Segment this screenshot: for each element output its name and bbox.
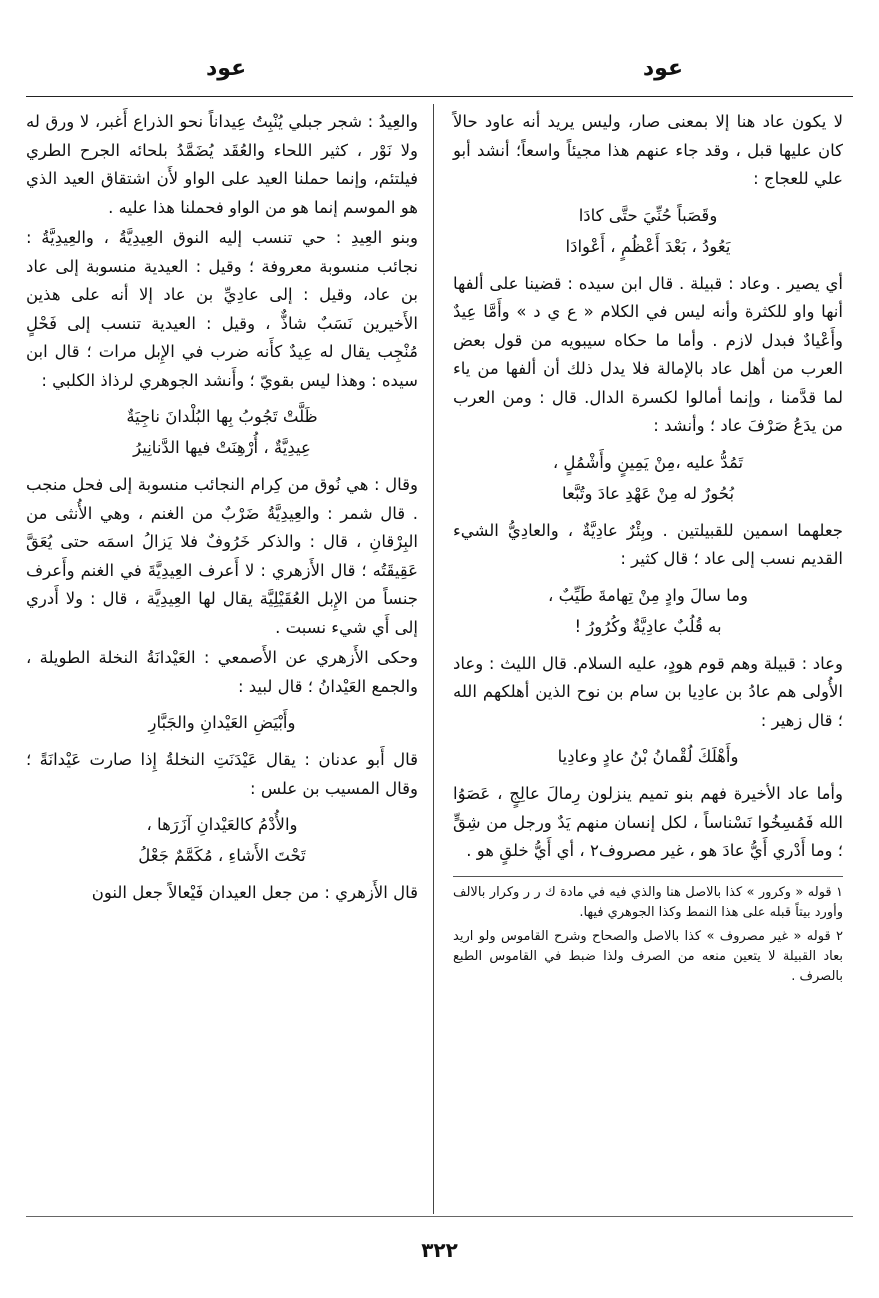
verse xyxy=(26,401,418,463)
verse xyxy=(453,447,843,509)
entry-paragraph: وحكى الأَزهري عن الأَصمعي : العَيْدانَةُ النخلة الطويلة ، والجمع العَيْدانُ ؛ قال لبيد : xyxy=(26,648,418,696)
verse-line: يَعُودُ ، بَعْدَ أَعْظُمٍ ، أَعْوادَا xyxy=(565,236,731,256)
entry-paragraph: قال الأَزهري : من جعل العيدان فَيْعالاً جعل النون xyxy=(91,883,418,902)
right-column xyxy=(453,108,843,991)
verse-line: ظَلَّتْ تَجُوبُ بِها البُلْدانَ ناجِيَةٌ xyxy=(126,407,318,426)
entry-paragraph: وعاد : قبيلة وهم قوم هودٍ، عليه السلام. قال الليث : وعاد الأُولى هم عادُ بن عادِيا بن سام بن نوح الذين أهلكهم الله ؛ قال زهير : xyxy=(453,653,843,730)
verse-line: وأَبْيَضِ العَيْدانِ والجَبَّارِ xyxy=(148,713,296,732)
verse-line: وأَهْلَكَ لُقْمانُ بْنُ عادٍ وعادِيا xyxy=(557,747,739,766)
footnotes xyxy=(453,876,843,987)
running-head-left: عود xyxy=(206,56,247,81)
verse-line: بُحُورٌ له مِنْ عَهْدِ عادَ وتُبَّعا xyxy=(561,483,735,503)
entry-paragraph: لا يكون عاد هنا إلا بمعنى صار، وليس يريد أنه عاود حالاً كان عليها قبل ، وقد جاء عنهم هذا مجيئاً واسعاً؛ أنشد أبو علي للعجاج : xyxy=(453,112,843,188)
entry-paragraph: قال أَبو عدنان : يقال عَيْدَنَتِ النخلةُ إِذا صارت عَيْدانَةً ؛ وقال المسيب بن علس : xyxy=(26,750,418,798)
verse xyxy=(453,200,843,262)
column-divider xyxy=(433,104,434,1214)
verse xyxy=(26,809,418,871)
verse-line: تَحْتَ الأَشاءِ ، مُكَمَّمٌ جَعْلُ xyxy=(138,846,306,865)
verse xyxy=(453,580,843,642)
header-rule xyxy=(26,96,853,97)
verse xyxy=(453,741,843,772)
left-column xyxy=(26,108,418,910)
verse-line: تَمُدُّ عليه ،مِنْ يَمِينٍ وأَشْمُلٍ ، xyxy=(552,452,744,472)
verse-line: عِيدِيَّةٌ ، أُرْهِنَتْ فيها الدَّنانِيرُ xyxy=(133,438,311,457)
verse-line: والأُدْمُ كالعَيْدانِ آزَرَها ، xyxy=(146,815,298,834)
page-number: ٣٢٢ xyxy=(421,1238,458,1262)
verse-line: وما سالَ وادٍ مِنْ تِهامةَ طَيِّبٌ ، xyxy=(548,585,748,605)
entry-paragraph: أي يصير . وعاد : قبيلة . قال ابن سيده : قضينا على ألفها أنها واو للكثرة وأنه ليس في الكلام « ع ي د » وأَمَّا عِيدٌ وأَعْيادٌ فبدل لازم . وأما ما حكاه سيبويه من قول بعض العرب من أهل عاد بالإمالة فلا يدل ذلك أن ألفها من ياء لما قدَّمنا ، وإنما أمالوا لكسرة الدال. قال : ومن العرب من يدَعُ صَرْفَ عاد ؛ وأنشد : xyxy=(453,273,843,435)
entry-paragraph: وقال : هي نُوق من كِرام النجائب منسوبة إلى فحل منجب . قال شمر : والعِيدِيَّةُ ضَرْبٌ من الغنم ، وهي الأُنثى من البِرْقانِ ، قال : والذكر خَرُوفٌ فلا يَزالُ اسمَه حتى يُعَقَّ عَقِيقَتُه ؛ قال الأَزهري : لا أَعرف العِيدِيَّةَ في الغنم وأَعرف جنساً من الإِبل العُقَيْلِيَّة يقال لها العِيدِيَّة ، قال : ولا أَدري إلى أَي شيء نسبت . xyxy=(26,475,418,637)
running-head-right: عود xyxy=(642,56,683,81)
footer-rule xyxy=(26,1216,853,1217)
entry-paragraph: وبنو العِيدِ : حي تنسب إليه النوق العِيدِيَّةُ ، والعِيدِيَّةُ : نجائب منسوبة معروفة ؛ وقيل : العيدية منسوبة إلى عاد بن عاد، وقيل : إلى عادِيِّ بن عاد إلا أنه على هذين الأَخيرين نَسَبٌ شاذٌّ ، وقيل : العيدية تنسب إلى فَحْلٍ مُنْجِب يقال له عِيدٌ كأَنه ضرب في الإِبل مرات ؛ قال ابن سيده : وهذا ليس بقويّ ؛ وأَنشد الجوهري لرذاذ الكلبي : xyxy=(26,228,418,390)
verse-line: به قُلُبٌ عادِيَّةٌ وكُرُورُ ! xyxy=(574,616,722,636)
verse-line: وقَصَباً حُنِّيَ حتَّى كادَا xyxy=(578,205,718,225)
verse xyxy=(26,707,418,738)
footnote: ٢ قوله « غير مصروف » كذا بالاصل والصحاح وشرح القاموس ولو اريد بعاد القبيلة لا يتعين منعه من الصرف ولذا ضبط في القاموس الطبع بالصرف . xyxy=(453,928,843,984)
entry-paragraph: وأما عاد الأخيرة فهم بنو تميم ينزلون رِمالَ عالِجٍ ، عَصَوُا الله فَمُسِخُوا نَسْناساً ، لكل إنسان منهم يَدٌ ورجل من شِقٍّ ؛ وما أَدْري أَيُّ عادَ هو ، غير مصروف٢ ، أي أَيُّ خلقٍ هو . xyxy=(453,784,843,860)
entry-paragraph: جعلهما اسمين للقبيلتين . وبِئْرٌ عادِيَّةٌ ، والعادِيُّ الشيء القديم نسب إلى عاد ؛ قال كثير : xyxy=(453,520,843,568)
footnote: ١ قوله « وكرور » كذا بالاصل هنا والذي فيه في مادة ك ر ر وكرار بالالف وأورد بيتاً قبله على هذا النمط وكذا الجوهري فيها. xyxy=(453,884,843,920)
entry-paragraph: والعِيدُ : شجر جبلي يُنْبِتُ عِيداناً نحو الذراع أَغبر، لا ورق له ولا نَوْر ، كثير اللحاء والعُقَد يُضَمَّدُ بلحائه الجرح الطري فيلتئم، وإنما حملنا العيد على الواو لأَن اشتقاق العيد الذي هو الموسم إنما هو من الواو فحملنا هذا عليه . xyxy=(26,112,418,217)
